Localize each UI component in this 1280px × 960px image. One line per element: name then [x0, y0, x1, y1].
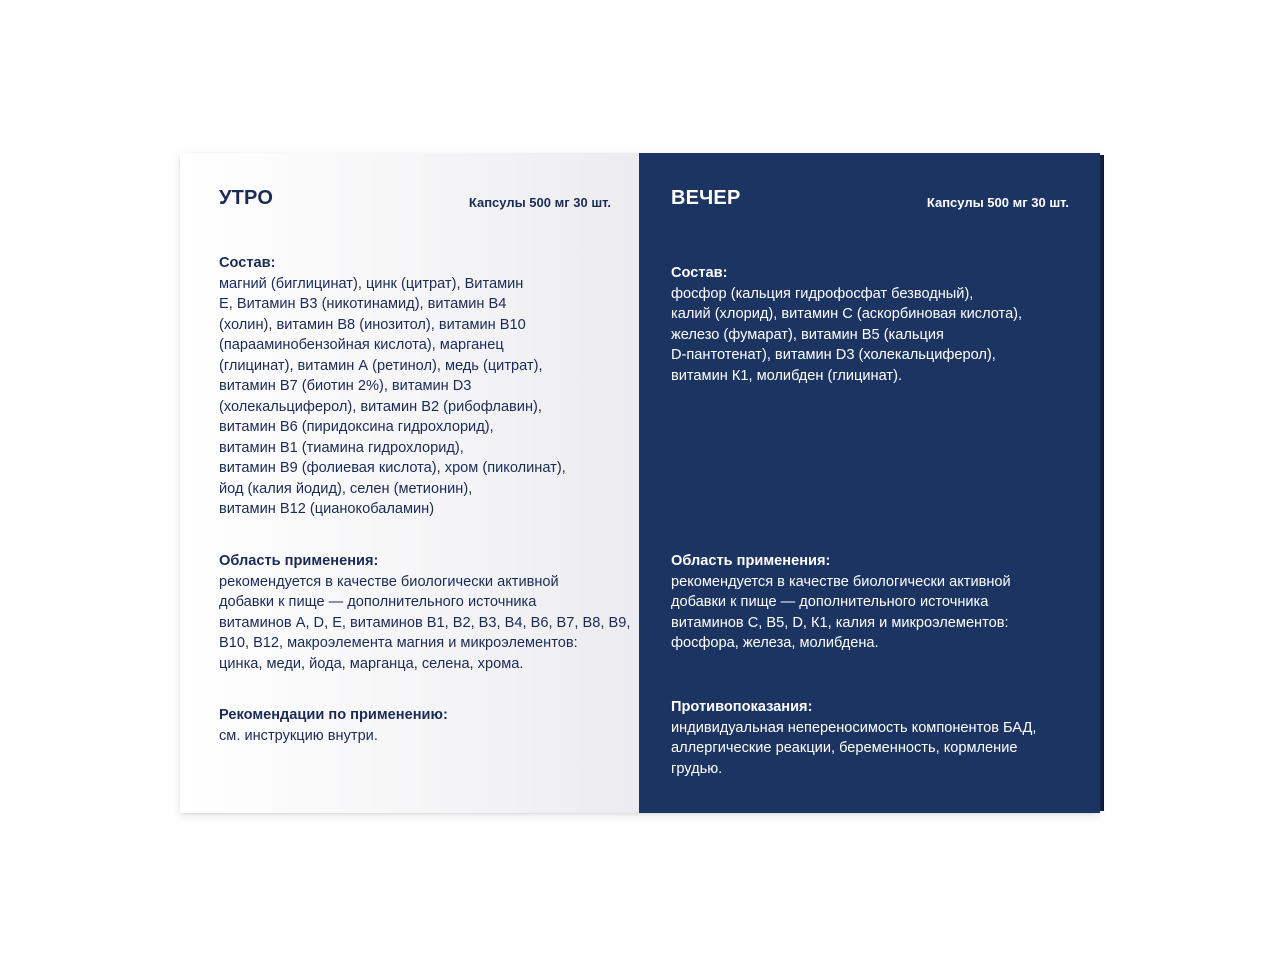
composition-line: (холекальциферол), витамин В2 (рибофлавин), — [219, 398, 542, 415]
evening-composition — [671, 263, 1086, 386]
application-line: рекомендуется в качестве биологически активной — [671, 573, 1011, 590]
composition-line: витамин В1 (тиамина гидрохлорид), — [219, 439, 464, 456]
application-line: рекомендуется в качестве биологически активной — [219, 573, 559, 590]
composition-line: йод (калия йодид), селен (метионин), — [219, 480, 473, 497]
application-line: добавки к пище — дополнительного источника — [671, 594, 989, 610]
application-line: добавки к пище — дополнительного источника — [219, 594, 537, 610]
application-line: В10, В12, макроэлемента магния и микроэлементов: — [219, 635, 578, 651]
composition-line: (глицинат), витамин А (ретинол), медь (цитрат), — [219, 357, 543, 374]
application-line: витаминов С, В5, D, К1, калия и микроэлементов: — [671, 614, 1009, 631]
composition-line: калий (хлорид), витамин С (аскорбиновая кислота), — [671, 306, 1023, 322]
morning-recommendations-text — [219, 726, 629, 747]
composition-line: Е, Витамин В3 (никотинамид), витамин В4 — [219, 296, 507, 312]
composition-line: витамин В6 (пиридоксина гидрохлорид), — [219, 419, 494, 435]
evening-panel — [639, 153, 1100, 813]
application-line: фосфора, железа, молибдена. — [671, 635, 879, 651]
product-box-back — [180, 153, 1100, 813]
contraindications-line: аллергические реакции, беременность, кормление — [671, 740, 1018, 756]
morning-recommendations-heading: Рекомендации по применению: — [219, 707, 448, 723]
morning-capsules-info: Капсулы 500 мг 30 шт. — [468, 195, 611, 210]
morning-recommendations — [219, 705, 629, 746]
evening-title: ВЕЧЕР — [671, 187, 741, 209]
composition-line: фосфор (кальция гидрофосфат безводный), — [671, 285, 974, 302]
composition-line: D-пантотенат), витамин D3 (холекальциферол), — [671, 347, 996, 363]
morning-application-text — [219, 572, 629, 675]
composition-line: (холин), витамин В8 (инозитол), витамин В10 — [219, 316, 526, 333]
contraindications-line: индивидуальная непереносимость компонентов БАД, — [671, 719, 1037, 736]
morning-application-heading: Область применения: — [219, 553, 379, 569]
evening-contraindications — [671, 697, 1086, 779]
contraindications-line: грудью. — [671, 760, 723, 777]
evening-application-heading: Область применения: — [671, 553, 831, 569]
composition-line: витамин В12 (цианокобаламин) — [219, 501, 435, 517]
morning-composition-text — [219, 274, 629, 520]
composition-line: витамин В7 (биотин 2%), витамин D3 — [219, 378, 472, 394]
evening-application-text — [671, 572, 1086, 654]
evening-composition-text — [671, 284, 1086, 387]
morning-composition-heading: Состав: — [219, 255, 276, 271]
morning-title: УТРО — [219, 187, 274, 209]
morning-application — [219, 551, 629, 674]
composition-line: (парааминобензойная кислота), марганец — [219, 337, 504, 353]
morning-panel — [180, 153, 639, 813]
composition-line: магний (биглицинат), цинк (цитрат), Витамин — [219, 275, 524, 292]
evening-application — [671, 551, 1086, 654]
evening-contraindications-heading: Противопоказания: — [671, 699, 813, 715]
morning-composition — [219, 253, 629, 520]
composition-line: витамин К1, молибден (глицинат). — [671, 367, 903, 384]
composition-line: железо (фумарат), витамин В5 (кальция — [671, 326, 944, 343]
application-line: витаминов А, D, Е, витаминов В1, В2, В3, В4, В6, В7, В8, В9, — [219, 614, 631, 631]
application-line: цинка, меди, йода, марганца, селена, хрома. — [219, 655, 524, 672]
evening-capsules-info: Капсулы 500 мг 30 шт. — [926, 195, 1069, 210]
recommendations-line: см. инструкцию внутри. — [219, 727, 378, 744]
composition-line: витамин В9 (фолиевая кислота), хром (пиколинат), — [219, 460, 566, 476]
evening-contraindications-text — [671, 718, 1086, 780]
evening-composition-heading: Состав: — [671, 265, 728, 281]
